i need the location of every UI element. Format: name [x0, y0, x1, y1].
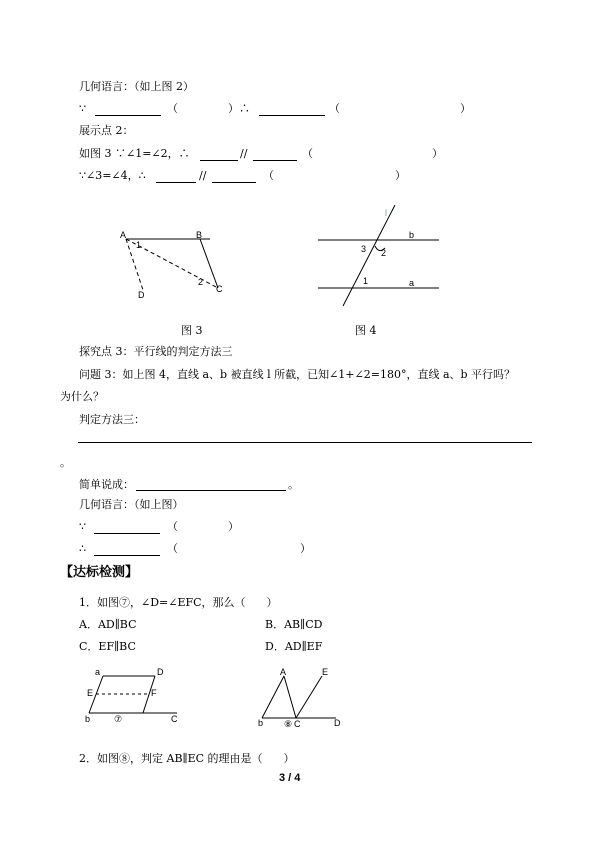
simply-said: 简单说成： — [79, 478, 134, 491]
question-1: 1．如图⑦，∠D=∠EFC，那么（ ） — [79, 596, 278, 609]
fig3-statement: 如图 3 ∵∠1=∠2，∴ — [79, 147, 190, 160]
fig7-label-d: D — [157, 667, 164, 677]
answer-blank[interactable] — [212, 182, 256, 183]
paren-close: ） — [432, 147, 443, 160]
parallel-symbol: // — [240, 147, 248, 160]
fig8-line-ac — [284, 676, 296, 718]
paren-open: （ — [167, 542, 178, 555]
fig8-number: ⑧ — [284, 719, 293, 729]
fig3-label-1: 1 — [136, 240, 142, 250]
fig8-label-c: C — [294, 719, 301, 729]
geometry-language-line: 几何语言：（如上图 2） — [79, 80, 194, 93]
because-symbol: ∵ — [79, 520, 86, 533]
fig8-label-e: E — [322, 667, 329, 677]
answer-blank[interactable] — [94, 533, 160, 534]
answer-blank[interactable] — [94, 555, 160, 556]
fig7-label-e: E — [87, 688, 94, 698]
paren-open: （ — [302, 147, 313, 160]
fig4-label-1: 1 — [363, 276, 369, 286]
figure-7 — [85, 666, 185, 726]
fig3-statement-2: ∵∠3=∠4，∴ — [79, 169, 146, 182]
geometry-language-2: 几何语言：（如上图） — [79, 498, 184, 511]
option-d[interactable]: D．AD∥EF — [265, 640, 323, 653]
fig3-label-b: B — [196, 230, 203, 240]
fig4-label-a: a — [409, 278, 415, 288]
explore-point-3: 探究点 3：平行线的判定方法三 — [79, 345, 233, 358]
judgement-method-3: 判定方法三： — [79, 413, 145, 426]
paren-open: （ — [263, 169, 274, 182]
figure-3-caption: 图 3 — [181, 324, 203, 337]
paren-close: ） — [395, 169, 406, 182]
fig8-label-b: b — [258, 718, 264, 728]
answer-blank[interactable] — [200, 160, 238, 161]
fig3-label-a: A — [120, 230, 127, 240]
paren-open: （ — [329, 102, 340, 115]
fig8-line-ab — [262, 676, 284, 718]
fig8-line-ce — [296, 676, 322, 718]
parallel-symbol: // — [199, 169, 207, 182]
option-b[interactable]: B．AB∥CD — [265, 618, 323, 631]
question-3: 问题 3：如上图 4，直线 a、b 被直线 l 所截，已知∠1+∠2=180°，直线 a、b 平行吗？ — [79, 368, 516, 381]
answer-blank[interactable] — [136, 490, 286, 491]
fig3-label-d: D — [138, 290, 145, 300]
paren-close: ） — [300, 542, 311, 555]
fig7-label-b: b — [85, 714, 91, 724]
because-symbol: ∵ — [79, 102, 86, 115]
fig8-label-d: D — [334, 718, 341, 728]
answer-blank[interactable] — [95, 115, 161, 116]
fig3-label-2: 2 — [198, 277, 204, 287]
option-c[interactable]: C．EF∥BC — [79, 640, 136, 653]
fig7-label-c: C — [171, 714, 178, 724]
therefore-symbol: ∴ — [79, 542, 86, 555]
figure-4-caption: 图 4 — [355, 324, 377, 337]
period-mark: 。 — [60, 456, 71, 469]
fig4-label-3: 3 — [361, 244, 367, 254]
answer-blank[interactable] — [253, 160, 297, 161]
figure-4 — [315, 202, 445, 308]
fig4-line-l — [343, 205, 395, 306]
fig8-label-a: A — [280, 667, 287, 677]
paren-close: ） — [228, 520, 239, 533]
fig4-label-b: b — [409, 230, 415, 240]
question-3-why: 为什么？ — [60, 390, 104, 403]
figure-8 — [258, 666, 348, 730]
question-2: 2．如图⑧，判定 AB∥EC 的理由是（ ） — [79, 752, 295, 765]
answer-line-long[interactable] — [78, 442, 532, 443]
answer-blank[interactable] — [156, 182, 196, 183]
fig7-label-a: a — [95, 667, 101, 677]
page-number: 3 / 4 — [279, 772, 301, 784]
fig7-label-f: F — [151, 688, 157, 698]
answer-blank[interactable] — [259, 115, 325, 116]
display-point-2: 展示点 2： — [79, 124, 134, 137]
paren-open: （ — [167, 102, 178, 115]
fig7-number: ⑦ — [114, 714, 123, 724]
figure-3 — [110, 222, 240, 302]
fig3-label-c: C — [216, 284, 223, 294]
fig4-label-l: l — [385, 208, 387, 218]
paren-close: ） — [460, 102, 471, 115]
section-heading: 【达标检测】 — [60, 565, 139, 580]
period-mark: 。 — [288, 478, 299, 491]
therefore-text: ）∴ — [228, 102, 250, 115]
fig4-label-2: 2 — [381, 248, 387, 258]
paren-open: （ — [167, 520, 178, 533]
option-a[interactable]: A．AD∥BC — [79, 618, 137, 631]
